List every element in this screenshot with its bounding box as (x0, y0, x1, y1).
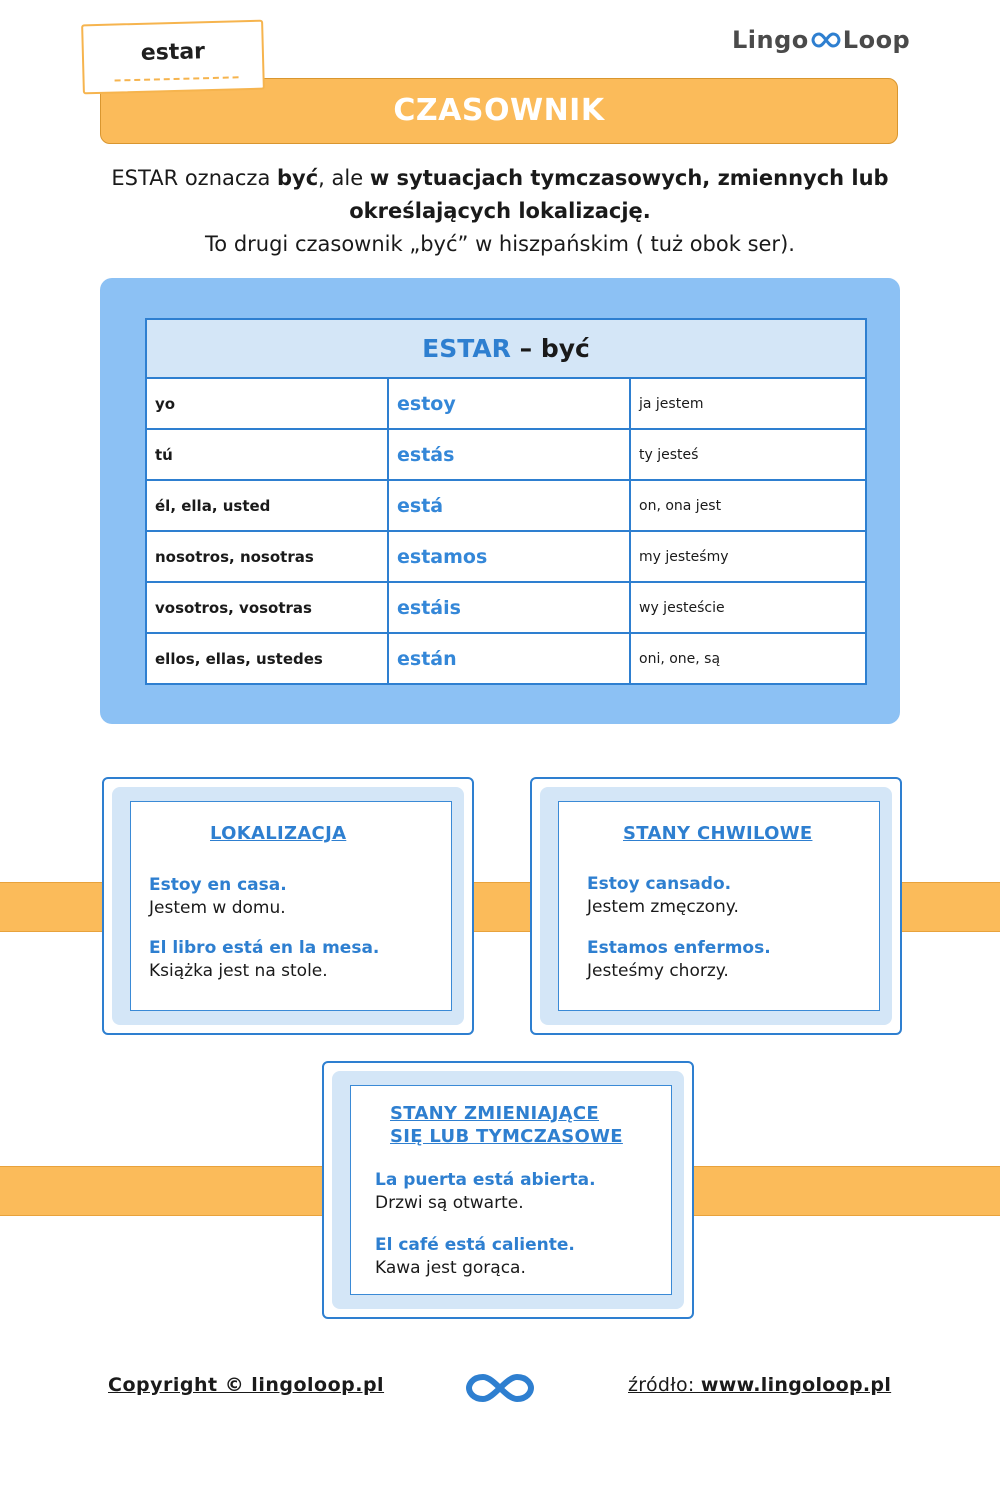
topic-tag-label: estar (140, 39, 206, 66)
intro-text (100, 162, 900, 261)
intro-line-2 (100, 195, 900, 228)
example-polish: Kawa jest gorąca. (375, 1258, 526, 1278)
verb-form-cell: estamos (388, 531, 630, 582)
card-title: LOKALIZACJA (210, 823, 347, 844)
table-row (146, 429, 866, 480)
topic-tag (81, 20, 265, 95)
card-frame (332, 1071, 684, 1309)
table-header-sep: – (510, 334, 541, 363)
card-title-line-1: STANY ZMIENIAJĄCE (390, 1103, 600, 1124)
example-2 (587, 937, 771, 983)
verb-form-cell: está (388, 480, 630, 531)
card-frame (112, 787, 464, 1025)
example-spanish: La puerta está abierta. (375, 1170, 596, 1190)
brand-logo (732, 26, 910, 54)
conjugation-panel (100, 278, 900, 724)
translation-cell: my jesteśmy (630, 531, 866, 582)
verb-form-cell: estoy (388, 378, 630, 429)
card-content (350, 1085, 672, 1295)
usage-card-changing-states (322, 1061, 694, 1319)
table-row (146, 633, 866, 684)
example-polish: Jesteśmy chorzy. (587, 961, 729, 981)
card-title: STANY CHWILOWE (623, 823, 813, 844)
table-row (146, 531, 866, 582)
card-content (558, 801, 880, 1011)
translation-cell: on, ona jest (630, 480, 866, 531)
table-header-row (146, 319, 866, 378)
example-polish: Drzwi są otwarte. (375, 1193, 524, 1213)
pronoun-cell: ellos, ellas, ustedes (146, 633, 388, 684)
pronoun-cell: nosotros, nosotras (146, 531, 388, 582)
example-1 (149, 874, 287, 920)
pronoun-cell: yo (146, 378, 388, 429)
intro-l1a: ESTAR oznacza (111, 166, 277, 190)
verb-form-cell: están (388, 633, 630, 684)
example-polish: Książka jest na stole. (149, 961, 328, 981)
pronoun-cell: vosotros, vosotras (146, 582, 388, 633)
translation-cell: wy jesteście (630, 582, 866, 633)
source-url[interactable]: www.lingoloop.pl (700, 1374, 892, 1396)
example-spanish: El café está caliente. (375, 1235, 575, 1255)
table-header-meaning: być (540, 334, 590, 363)
page-title: CZASOWNIK (393, 93, 605, 128)
card-title (390, 1102, 623, 1148)
example-2 (149, 937, 379, 983)
example-spanish: Estamos enfermos. (587, 938, 771, 958)
usage-card-temporary-states (530, 777, 902, 1035)
pronoun-cell: él, ella, usted (146, 480, 388, 531)
card-content (130, 801, 452, 1011)
table-header-verb: ESTAR (422, 334, 511, 363)
card-title-line-2: SIĘ LUB TYMCZASOWE (390, 1126, 623, 1147)
logo-text-lingo: Lingo (732, 26, 809, 54)
source-link[interactable] (628, 1374, 891, 1396)
pronoun-cell: tú (146, 429, 388, 480)
tag-divider (115, 76, 239, 81)
intro-l1c: , ale (318, 166, 370, 190)
logo-text-loop: Loop (842, 26, 911, 54)
table-row (146, 480, 866, 531)
example-spanish: El libro está en la mesa. (149, 938, 380, 958)
example-2 (375, 1234, 575, 1280)
conjugation-table (145, 318, 867, 685)
table-row (146, 378, 866, 429)
intro-l1d: w sytuacjach tymczasowych, zmiennych lub (369, 166, 889, 190)
table-row (146, 582, 866, 633)
intro-l2: określających lokalizację. (349, 199, 651, 223)
example-spanish: Estoy en casa. (149, 875, 287, 895)
example-1 (375, 1169, 596, 1215)
verb-form-cell: estáis (388, 582, 630, 633)
translation-cell: oni, one, są (630, 633, 866, 684)
copyright-link[interactable]: Copyright © lingoloop.pl (108, 1374, 385, 1396)
card-frame (540, 787, 892, 1025)
example-polish: Jestem w domu. (149, 898, 286, 918)
verb-form-cell: estás (388, 429, 630, 480)
intro-line-3: To drugi czasownik „być” w hiszpańskim ( tuż obok ser). (205, 232, 795, 256)
example-polish: Jestem zmęczony. (587, 897, 739, 917)
translation-cell: ty jesteś (630, 429, 866, 480)
table-header (146, 319, 866, 378)
example-spanish: Estoy cansado. (587, 874, 732, 894)
example-1 (587, 873, 739, 919)
usage-card-location (102, 777, 474, 1035)
intro-line-1 (100, 162, 900, 195)
infinity-icon (464, 1370, 536, 1410)
source-label: źródło: (628, 1374, 701, 1396)
infinity-icon (811, 31, 841, 49)
intro-l1b: być (277, 166, 319, 190)
translation-cell: ja jestem (630, 378, 866, 429)
